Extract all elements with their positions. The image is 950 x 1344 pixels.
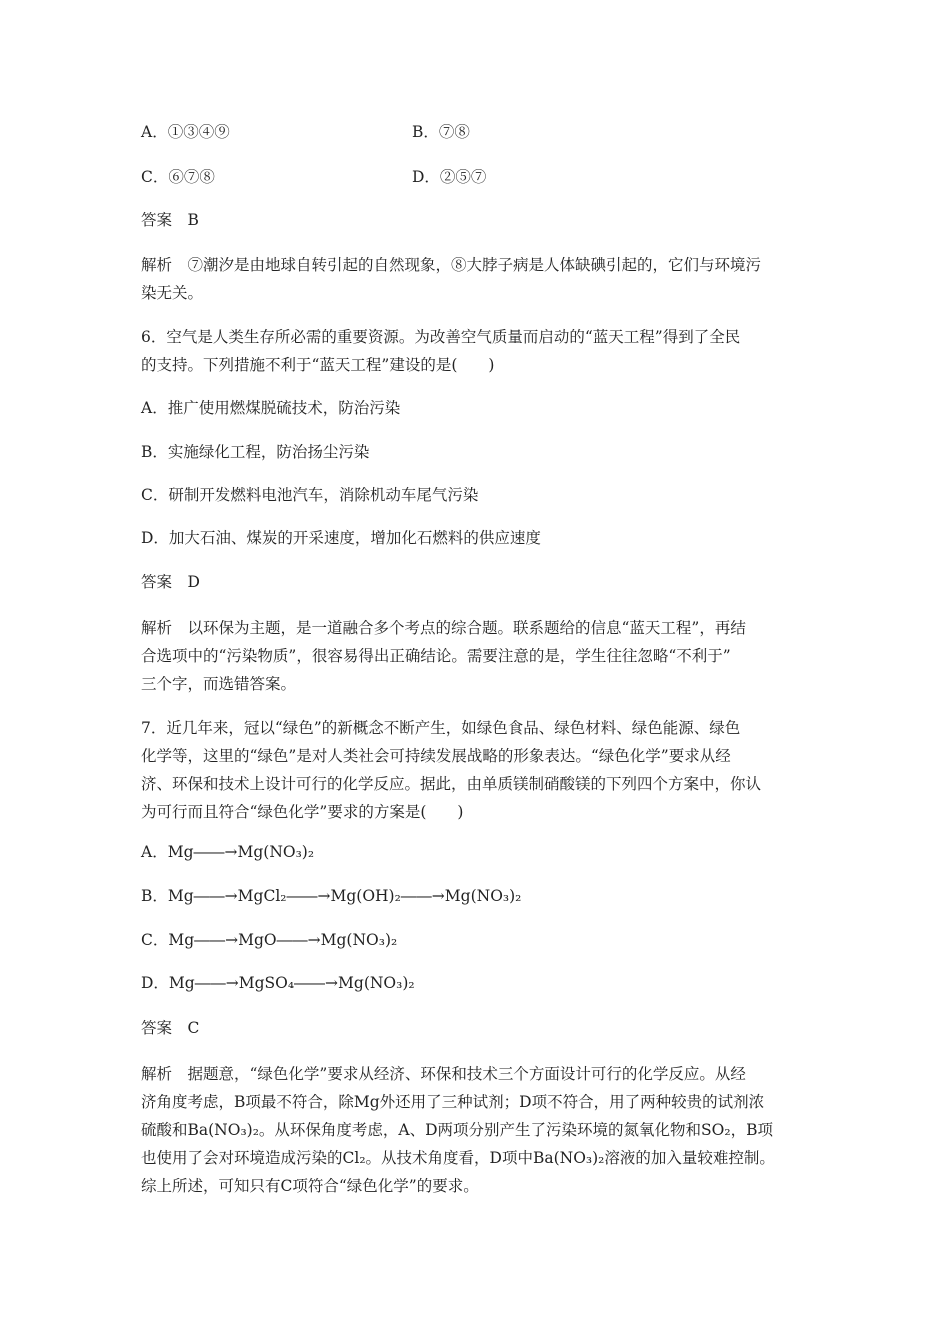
q7-stem-line: 为可行而且符合“绿色化学”要求的方案是( ) bbox=[141, 803, 464, 821]
q7-answer: 答案 C bbox=[141, 1019, 200, 1037]
q7-option-a: A．Mg――→Mg(NO₃)₂ bbox=[141, 843, 315, 861]
q7-stem bbox=[141, 714, 813, 826]
q7-analysis-line: 综上所述，可知只有C项符合“绿色化学”的要求。 bbox=[141, 1177, 479, 1195]
q6-option-c: C．研制开发燃料电池汽车，消除机动车尾气污染 bbox=[141, 486, 479, 504]
q7-option-b: B．Mg――→MgCl₂――→Mg(OH)₂――→Mg(NO₃)₂ bbox=[141, 887, 522, 905]
q7-analysis-line: 也使用了会对环境造成污染的Cl₂。从技术角度看，D项中Ba(NO₃)₂溶液的加入量较难控制。 bbox=[141, 1149, 775, 1167]
q5-option-b: B．⑦⑧ bbox=[412, 123, 470, 141]
q7-analysis-line: 解析 据题意，“绿色化学”要求从经济、环保和技术三个方面设计可行的化学反应。从经 bbox=[141, 1065, 746, 1083]
q7-analysis bbox=[141, 1060, 813, 1200]
q7-option-d: D．Mg――→MgSO₄――→Mg(NO₃)₂ bbox=[141, 974, 415, 992]
q5-answer: 答案 B bbox=[141, 211, 199, 229]
q6-stem-line: 的支持。下列措施不利于“蓝天工程”建设的是( ) bbox=[141, 356, 495, 374]
q6-analysis bbox=[141, 614, 813, 698]
q6-option-b: B．实施绿化工程，防治扬尘污染 bbox=[141, 443, 370, 461]
q7-stem-line: 7．近几年来，冠以“绿色”的新概念不断产生，如绿色食品、绿色材料、绿色能源、绿色 bbox=[141, 719, 741, 737]
q6-answer: 答案 D bbox=[141, 573, 200, 591]
q6-analysis-line: 合选项中的“污染物质”，很容易得出正确结论。需要注意的是，学生往往忽略“不利于” bbox=[141, 647, 731, 665]
q7-stem-line: 济、环保和技术上设计可行的化学反应。据此，由单质镁制硝酸镁的下列四个方案中，你认 bbox=[141, 775, 762, 793]
q7-option-c: C．Mg――→MgO――→Mg(NO₃)₂ bbox=[141, 931, 398, 949]
q6-stem-line: 6．空气是人类生存所必需的重要资源。为改善空气质量而启动的“蓝天工程”得到了全民 bbox=[141, 328, 741, 346]
q6-analysis-line: 解析 以环保为主题，是一道融合多个考点的综合题。联系题给的信息“蓝天工程”，再结 bbox=[141, 619, 746, 637]
q6-analysis-line: 三个字，而选错答案。 bbox=[141, 675, 297, 693]
q5-analysis bbox=[141, 251, 813, 307]
q5-option-a: A．①③④⑨ bbox=[141, 123, 230, 141]
q6-option-a: A．推广使用燃煤脱硫技术，防治污染 bbox=[141, 399, 401, 417]
q5-analysis-line: 解析 ⑦潮汐是由地球自转引起的自然现象，⑧大脖子病是人体缺碘引起的，它们与环境污 bbox=[141, 256, 762, 274]
q7-analysis-line: 硫酸和Ba(NO₃)₂。从环保角度考虑，A、D两项分别产生了污染环境的氮氧化物和SO₂，B项 bbox=[141, 1121, 773, 1139]
q7-analysis-line: 济角度考虑，B项最不符合，除Mg外还用了三种试剂；D项不符合，用了两种较贵的试剂浓 bbox=[141, 1093, 765, 1111]
q5-option-c: C．⑥⑦⑧ bbox=[141, 168, 215, 186]
q5-option-d: D．②⑤⑦ bbox=[412, 168, 487, 186]
q5-analysis-line: 染无关。 bbox=[141, 284, 204, 302]
q6-stem bbox=[141, 323, 813, 379]
q6-option-d: D．加大石油、煤炭的开采速度，增加化石燃料的供应速度 bbox=[141, 529, 541, 547]
q7-stem-line: 化学等，这里的“绿色”是对人类社会可持续发展战略的形象表达。“绿色化学”要求从经 bbox=[141, 747, 731, 765]
